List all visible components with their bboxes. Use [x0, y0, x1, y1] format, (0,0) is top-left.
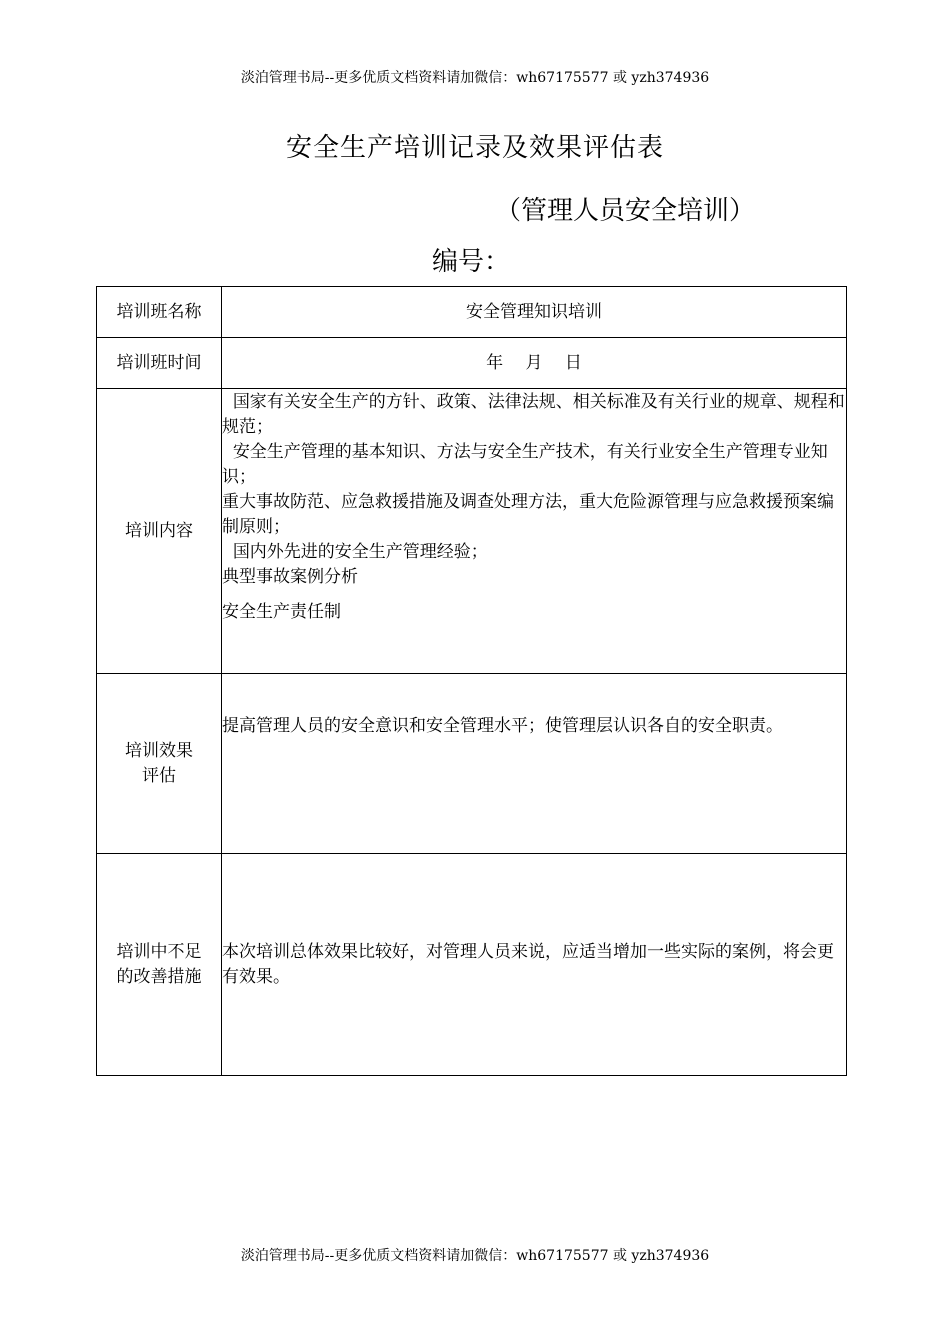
header-note: 淡泊管理书局--更多优质文档资料请加微信：wh67175577 或 yzh374936 — [240, 70, 710, 86]
table-row-class-name — [97, 287, 847, 338]
page-subtitle: （管理人员安全培训） — [495, 196, 756, 226]
effect-value — [222, 674, 847, 854]
improve-label-line1: 培训中不足 — [116, 941, 202, 962]
improve-label — [97, 854, 222, 1076]
table-row-effect — [97, 674, 847, 854]
content-line: 安全生产责任制 — [222, 602, 341, 622]
class-name-value: 安全管理知识培训 — [222, 287, 847, 338]
content-label: 培训内容 — [97, 389, 222, 674]
table-row-improve — [97, 854, 847, 1076]
page-title: 安全生产培训记录及效果评估表 — [285, 133, 664, 163]
content-line: 典型事故案例分析 — [222, 567, 358, 587]
content-line: 安全生产管理的基本知识、方法与安全生产技术，有关行业安全生产管理专业知识； — [222, 442, 828, 487]
effect-label-line2: 评估 — [142, 765, 176, 786]
serial-number-label: 编号： — [432, 247, 511, 277]
content-line: 国家有关安全生产的方针、政策、法律法规、相关标准及有关行业的规章、规程和规范； — [222, 392, 845, 437]
content-line: 重大事故防范、应急救援措施及调查处理方法，重大危险源管理与应急救援预案编制原则； — [222, 492, 834, 537]
improve-value — [222, 854, 847, 1076]
effect-label-line1: 培训效果 — [125, 740, 193, 761]
improve-label-line2: 的改善措施 — [116, 966, 202, 987]
class-time-label: 培训班时间 — [97, 338, 222, 389]
content-line: 国内外先进的安全生产管理经验； — [222, 542, 488, 562]
improve-text: 本次培训总体效果比较好，对管理人员来说，应适当增加一些实际的案例，将会更有效果。 — [222, 941, 834, 987]
footer-note: 淡泊管理书局--更多优质文档资料请加微信：wh67175577 或 yzh374936 — [240, 1248, 710, 1264]
table-row-content — [97, 389, 847, 674]
table-row-class-time — [97, 338, 847, 389]
class-time-value: 年 月 日 — [222, 338, 847, 389]
content-value — [222, 389, 847, 674]
effect-label — [97, 674, 222, 854]
training-record-table — [96, 286, 847, 1076]
effect-text: 提高管理人员的安全意识和安全管理水平；使管理层认识各自的安全职责。 — [222, 716, 783, 736]
class-name-label: 培训班名称 — [97, 287, 222, 338]
